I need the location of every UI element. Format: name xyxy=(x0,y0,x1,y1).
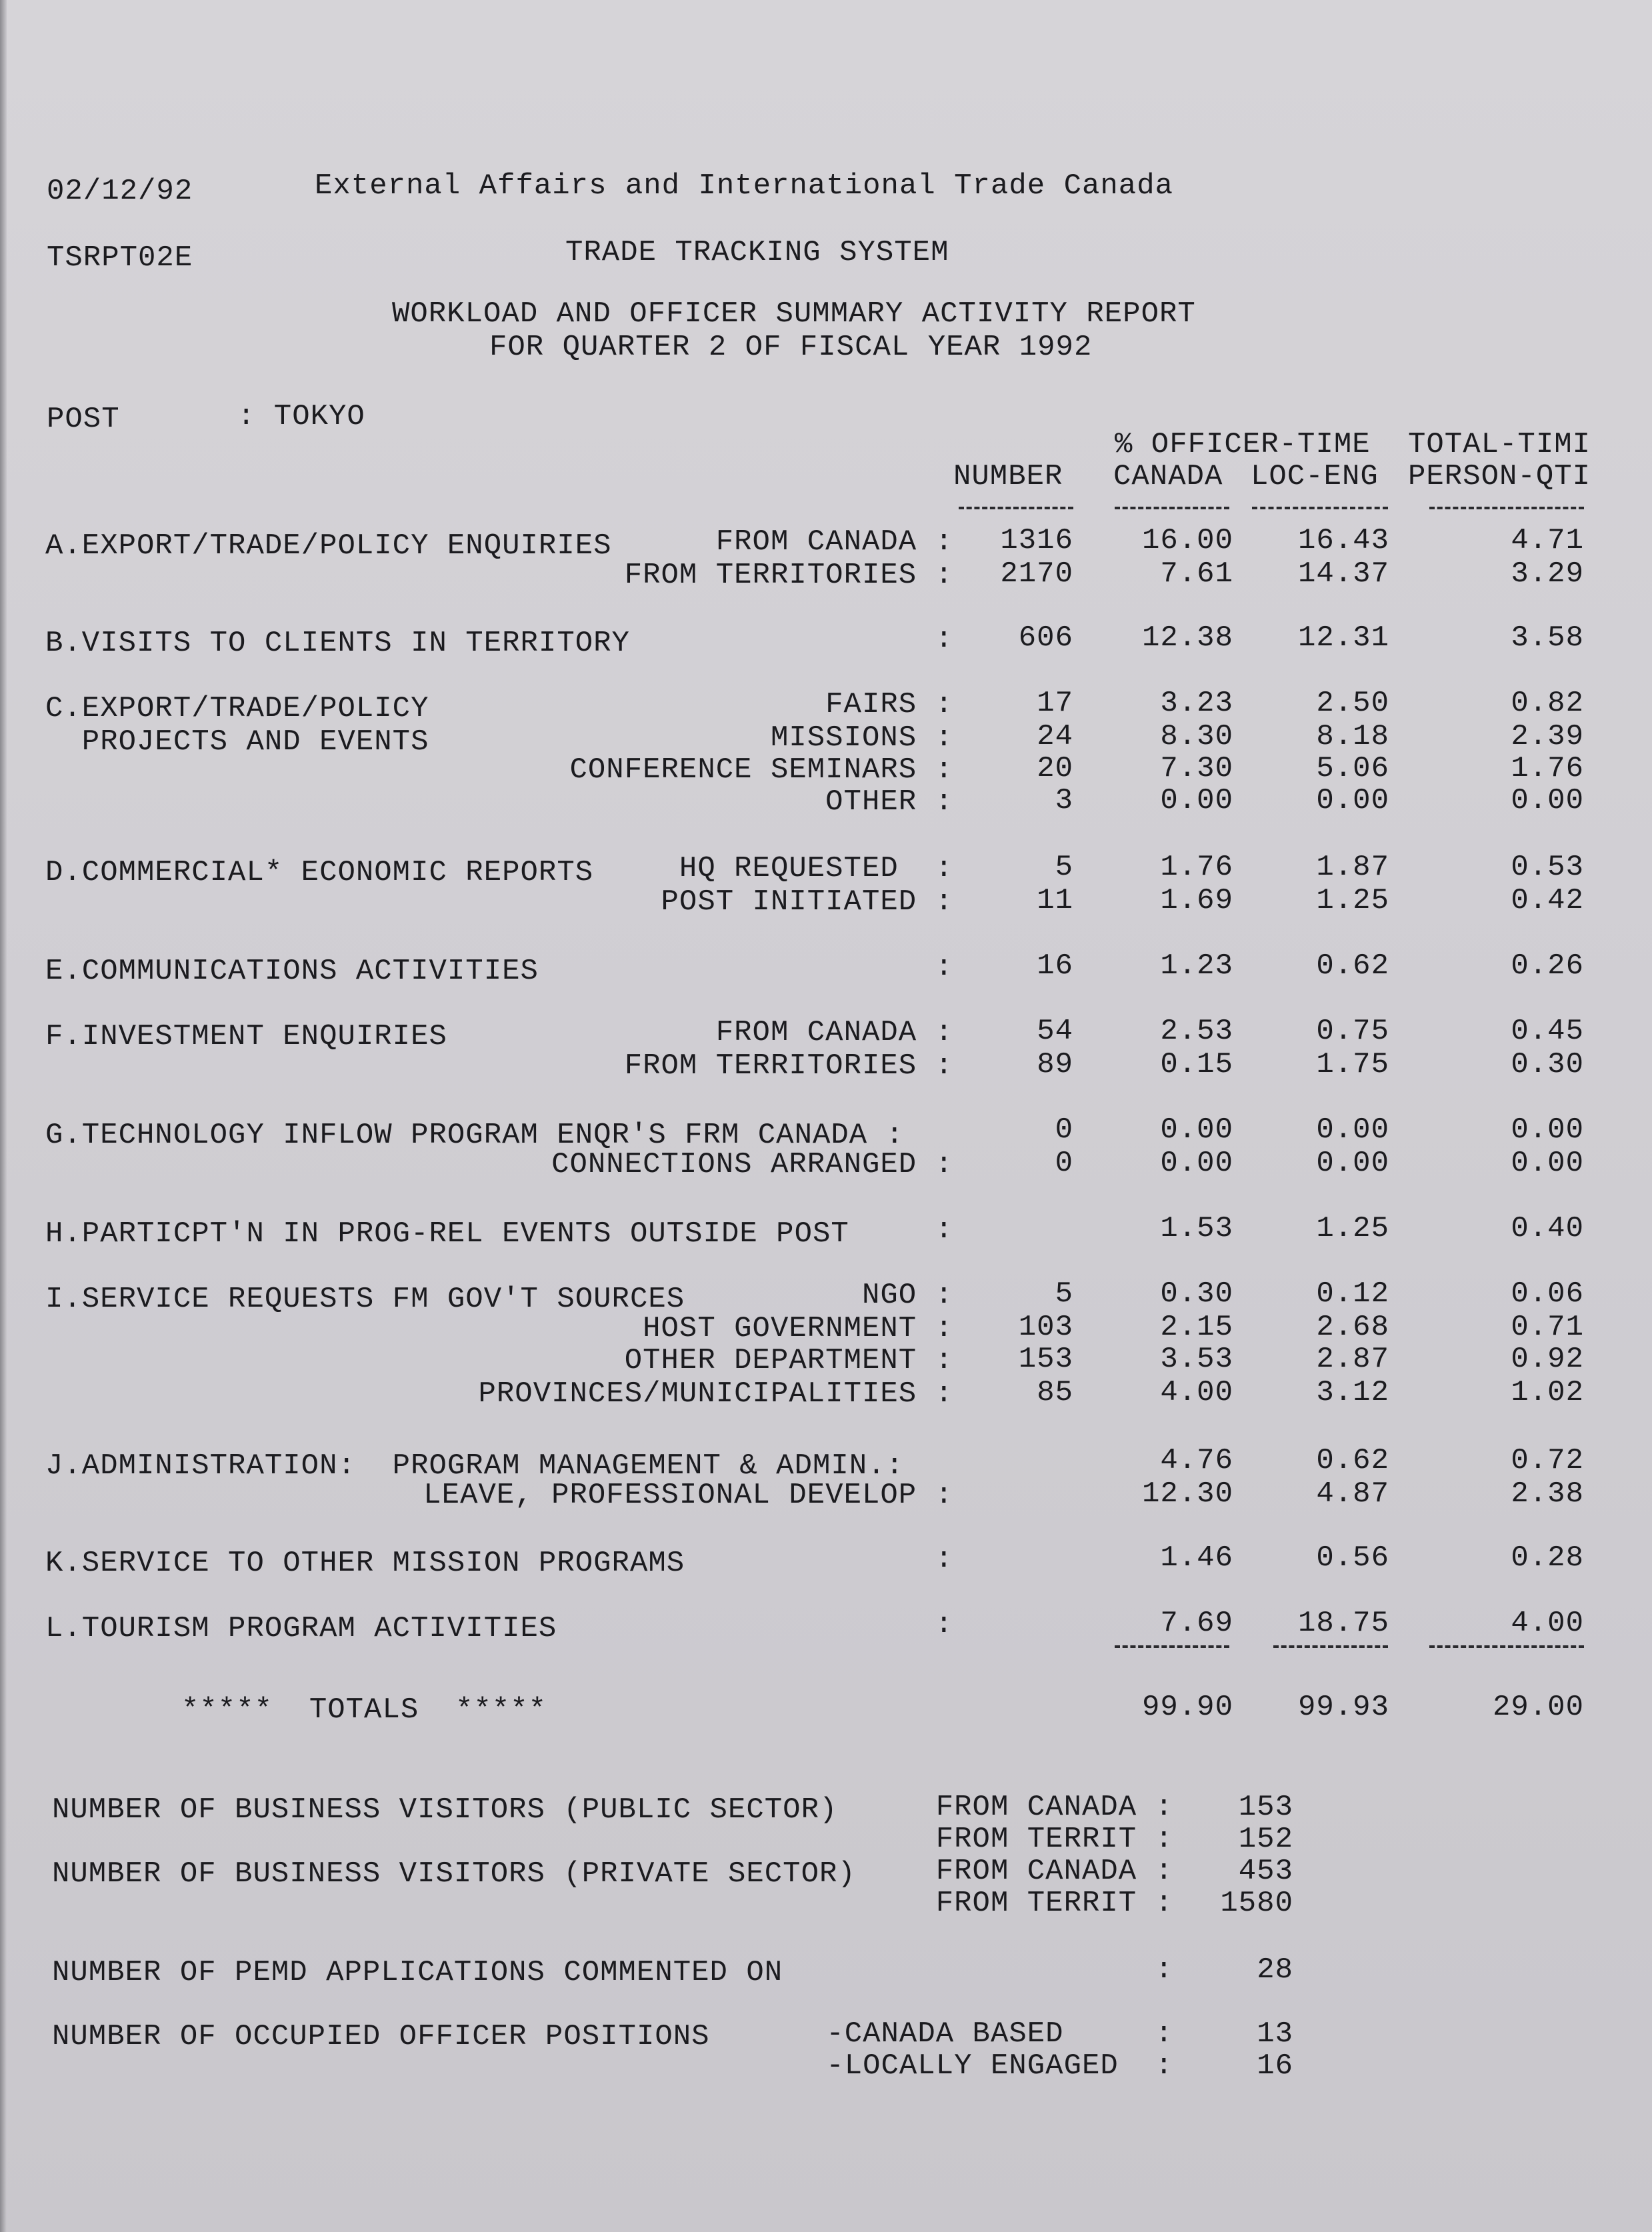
row-sublabel: HQ REQUESTED : xyxy=(679,852,953,885)
row-loc-eng-pct: 0.56 xyxy=(1316,1541,1389,1575)
totals-loc-eng: 99.93 xyxy=(1297,1691,1389,1724)
row-loc-eng-pct: 0.62 xyxy=(1316,1444,1389,1477)
row-sublabel: HOST GOVERNMENT : xyxy=(643,1312,953,1345)
row-person-qtr: 0.45 xyxy=(1511,1015,1584,1048)
row-number: 16 xyxy=(1037,949,1073,983)
row-sublabel: FROM TERRITORIES : xyxy=(624,1049,953,1083)
row-loc-eng-pct: 5.06 xyxy=(1316,752,1389,785)
row-number: 0 xyxy=(1055,1113,1073,1147)
row-number: 89 xyxy=(1037,1048,1073,1081)
row-number: 20 xyxy=(1037,752,1073,785)
row-loc-eng-pct: 1.75 xyxy=(1316,1048,1389,1081)
row-canada-pct: 0.00 xyxy=(1160,784,1233,817)
report-title: WORKLOAD AND OFFICER SUMMARY ACTIVITY REPORT xyxy=(392,297,1196,331)
row-number: 24 xyxy=(1037,720,1073,753)
row-sublabel: LEAVE, PROFESSIONAL DEVELOP : xyxy=(423,1479,953,1512)
footer-value: 28 xyxy=(1257,1953,1293,1987)
loc-eng-header: LOC-ENG xyxy=(1251,460,1379,493)
row-loc-eng-pct: 1.25 xyxy=(1316,884,1389,917)
row-sublabel: : xyxy=(935,951,953,984)
row-number: 153 xyxy=(1018,1343,1073,1376)
row-sublabel: CONFERENCE SEMINARS : xyxy=(569,753,953,787)
number-divider xyxy=(959,507,1073,509)
row-person-qtr: 2.39 xyxy=(1511,720,1584,753)
row-loc-eng-pct: 14.37 xyxy=(1297,557,1389,591)
row-sublabel: CONNECTIONS ARRANGED : xyxy=(551,1148,953,1181)
loc-eng-total-divider xyxy=(1273,1645,1388,1648)
row-sublabel: PROVINCES/MUNICIPALITIES : xyxy=(478,1377,953,1411)
person-total-divider xyxy=(1429,1645,1584,1648)
row-canada-pct: 0.00 xyxy=(1160,1147,1233,1180)
row-person-qtr: 4.71 xyxy=(1511,524,1584,557)
row-number: 2170 xyxy=(1000,557,1073,591)
row-canada-pct: 12.30 xyxy=(1141,1477,1233,1511)
footer-sublabel: FROM TERRIT : xyxy=(935,1823,1173,1856)
row-label: H.PARTICPT'N IN PROG-REL EVENTS OUTSIDE POST xyxy=(45,1217,849,1251)
row-loc-eng-pct: 2.50 xyxy=(1316,687,1389,720)
footer-sublabel: FROM CANADA : xyxy=(935,1855,1173,1888)
row-sublabel: : xyxy=(935,1543,953,1576)
row-label: C.EXPORT/TRADE/POLICY xyxy=(45,692,429,725)
row-loc-eng-pct: 0.75 xyxy=(1316,1015,1389,1048)
row-loc-eng-pct: 1.25 xyxy=(1316,1212,1389,1245)
person-qtr-header: PERSON-QTI xyxy=(1408,460,1591,493)
row-label: F.INVESTMENT ENQUIRIES xyxy=(45,1020,447,1053)
row-loc-eng-pct: 0.00 xyxy=(1316,1113,1389,1147)
post-value: : TOKYO xyxy=(237,400,365,433)
row-loc-eng-pct: 1.87 xyxy=(1316,851,1389,884)
row-label: J.ADMINISTRATION: PROGRAM MANAGEMENT & ADMIN.: xyxy=(45,1449,905,1483)
report-id: TSRPT02E xyxy=(47,241,193,275)
row-loc-eng-pct: 16.43 xyxy=(1297,524,1389,557)
row-number: 103 xyxy=(1018,1311,1073,1344)
row-sublabel: FROM CANADA : xyxy=(715,1016,953,1049)
row-canada-pct: 0.15 xyxy=(1160,1048,1233,1081)
row-person-qtr: 0.00 xyxy=(1511,1113,1584,1147)
totals-person: 29.00 xyxy=(1492,1691,1584,1724)
row-label: B.VISITS TO CLIENTS IN TERRITORY xyxy=(45,627,630,660)
row-person-qtr: 0.28 xyxy=(1511,1541,1584,1575)
row-canada-pct: 0.30 xyxy=(1160,1277,1233,1311)
row-number: 3 xyxy=(1055,784,1073,817)
row-sublabel: FAIRS : xyxy=(825,688,953,721)
row-number: 11 xyxy=(1037,884,1073,917)
footer-sublabel: FROM TERRIT : xyxy=(935,1887,1173,1920)
row-person-qtr: 4.00 xyxy=(1511,1607,1584,1640)
row-loc-eng-pct: 2.87 xyxy=(1316,1343,1389,1376)
row-loc-eng-pct: 3.12 xyxy=(1316,1376,1389,1409)
row-label: A.EXPORT/TRADE/POLICY ENQUIRIES xyxy=(45,529,612,563)
row-loc-eng-pct: 12.31 xyxy=(1297,621,1389,655)
total-time-header: TOTAL-TIMI xyxy=(1408,428,1591,461)
row-number: 5 xyxy=(1055,851,1073,884)
row-person-qtr: 0.82 xyxy=(1511,687,1584,720)
number-header: NUMBER xyxy=(953,460,1063,493)
row-number: 1316 xyxy=(1000,524,1073,557)
canada-divider xyxy=(1115,507,1229,509)
footer-sublabel: -LOCALLY ENGAGED : xyxy=(826,2049,1173,2083)
footer-value: 152 xyxy=(1238,1823,1293,1856)
row-canada-pct: 3.53 xyxy=(1160,1343,1233,1376)
row-canada-pct: 7.30 xyxy=(1160,752,1233,785)
row-label: D.COMMERCIAL* ECONOMIC REPORTS xyxy=(45,856,594,889)
row-label: PROJECTS AND EVENTS xyxy=(45,725,429,759)
row-canada-pct: 7.69 xyxy=(1160,1607,1233,1640)
row-sublabel: POST INITIATED : xyxy=(661,885,953,919)
row-person-qtr: 0.06 xyxy=(1511,1277,1584,1311)
row-loc-eng-pct: 4.87 xyxy=(1316,1477,1389,1511)
row-number: 606 xyxy=(1018,621,1073,655)
row-canada-pct: 1.46 xyxy=(1160,1541,1233,1575)
row-number: 0 xyxy=(1055,1147,1073,1180)
row-person-qtr: 3.29 xyxy=(1511,557,1584,591)
footer-value: 16 xyxy=(1257,2049,1293,2083)
row-person-qtr: 3.58 xyxy=(1511,621,1584,655)
row-person-qtr: 0.71 xyxy=(1511,1311,1584,1344)
footer-value: 453 xyxy=(1238,1855,1293,1888)
system-name: TRADE TRACKING SYSTEM xyxy=(565,236,949,269)
row-person-qtr: 0.53 xyxy=(1511,851,1584,884)
row-canada-pct: 0.00 xyxy=(1160,1113,1233,1147)
row-sublabel: : xyxy=(935,1213,953,1247)
row-sublabel: FROM TERRITORIES : xyxy=(624,559,953,592)
row-person-qtr: 0.92 xyxy=(1511,1343,1584,1376)
footer-label: NUMBER OF BUSINESS VISITORS (PUBLIC SECTOR) xyxy=(52,1793,838,1827)
row-canada-pct: 3.23 xyxy=(1160,687,1233,720)
row-loc-eng-pct: 0.00 xyxy=(1316,784,1389,817)
row-canada-pct: 7.61 xyxy=(1160,557,1233,591)
row-canada-pct: 4.00 xyxy=(1160,1376,1233,1409)
totals-label: ***** TOTALS ***** xyxy=(181,1693,547,1727)
row-sublabel: : xyxy=(935,1608,953,1641)
row-number: 5 xyxy=(1055,1277,1073,1311)
row-label: L.TOURISM PROGRAM ACTIVITIES xyxy=(45,1612,557,1645)
row-label: E.COMMUNICATIONS ACTIVITIES xyxy=(45,955,539,988)
canada-total-divider xyxy=(1115,1645,1229,1648)
row-person-qtr: 0.30 xyxy=(1511,1048,1584,1081)
row-number: 17 xyxy=(1037,687,1073,720)
row-loc-eng-pct: 18.75 xyxy=(1297,1607,1389,1640)
row-number: 54 xyxy=(1037,1015,1073,1048)
row-sublabel: NGO : xyxy=(861,1279,953,1312)
footer-label: NUMBER OF OCCUPIED OFFICER POSITIONS xyxy=(52,2020,710,2053)
row-sublabel: OTHER DEPARTMENT : xyxy=(624,1344,953,1377)
footer-sublabel: -CANADA BASED : xyxy=(826,2017,1173,2051)
row-canada-pct: 2.53 xyxy=(1160,1015,1233,1048)
row-person-qtr: 0.40 xyxy=(1511,1212,1584,1245)
row-sublabel: FROM CANADA : xyxy=(715,525,953,559)
row-person-qtr: 2.38 xyxy=(1511,1477,1584,1511)
row-loc-eng-pct: 0.00 xyxy=(1316,1147,1389,1180)
row-person-qtr: 0.00 xyxy=(1511,784,1584,817)
row-person-qtr: 0.00 xyxy=(1511,1147,1584,1180)
footer-sublabel: : xyxy=(1155,1953,1173,1987)
officer-time-header: % OFFICER-TIME xyxy=(1115,428,1371,461)
row-label: I.SERVICE REQUESTS FM GOV'T SOURCES xyxy=(45,1283,685,1316)
row-canada-pct: 1.69 xyxy=(1160,884,1233,917)
footer-value: 153 xyxy=(1238,1791,1293,1824)
row-sublabel: MISSIONS : xyxy=(770,721,953,755)
row-canada-pct: 1.23 xyxy=(1160,949,1233,983)
report-subtitle: FOR QUARTER 2 OF FISCAL YEAR 1992 xyxy=(489,331,1093,364)
organization-name: External Affairs and International Trade Canada xyxy=(315,169,1174,203)
row-loc-eng-pct: 0.12 xyxy=(1316,1277,1389,1311)
row-label: K.SERVICE TO OTHER MISSION PROGRAMS xyxy=(45,1547,685,1580)
row-canada-pct: 12.38 xyxy=(1141,621,1233,655)
row-person-qtr: 0.72 xyxy=(1511,1444,1584,1477)
row-canada-pct: 2.15 xyxy=(1160,1311,1233,1344)
row-loc-eng-pct: 2.68 xyxy=(1316,1311,1389,1344)
row-loc-eng-pct: 8.18 xyxy=(1316,720,1389,753)
row-person-qtr: 1.76 xyxy=(1511,752,1584,785)
row-number: 85 xyxy=(1037,1376,1073,1409)
row-person-qtr: 1.02 xyxy=(1511,1376,1584,1409)
footer-sublabel: FROM CANADA : xyxy=(935,1791,1173,1824)
footer-value: 1580 xyxy=(1220,1887,1293,1920)
row-loc-eng-pct: 0.62 xyxy=(1316,949,1389,983)
canada-header: CANADA xyxy=(1113,460,1223,493)
footer-label: NUMBER OF BUSINESS VISITORS (PRIVATE SECTOR) xyxy=(52,1857,856,1891)
row-person-qtr: 0.42 xyxy=(1511,884,1584,917)
row-sublabel: : xyxy=(935,623,953,656)
row-sublabel: OTHER : xyxy=(825,785,953,819)
row-canada-pct: 1.53 xyxy=(1160,1212,1233,1245)
report-date: 02/12/92 xyxy=(47,175,193,208)
totals-canada: 99.90 xyxy=(1141,1691,1233,1724)
footer-value: 13 xyxy=(1257,2017,1293,2051)
row-person-qtr: 0.26 xyxy=(1511,949,1584,983)
person-divider xyxy=(1429,507,1584,509)
page-edge-shadow xyxy=(0,0,7,2232)
footer-label: NUMBER OF PEMD APPLICATIONS COMMENTED ON xyxy=(52,1956,783,1989)
loc-eng-divider xyxy=(1252,507,1388,509)
row-canada-pct: 16.00 xyxy=(1141,524,1233,557)
row-label: G.TECHNOLOGY INFLOW PROGRAM ENQR'S FRM CANADA : xyxy=(45,1119,905,1152)
row-canada-pct: 1.76 xyxy=(1160,851,1233,884)
row-canada-pct: 8.30 xyxy=(1160,720,1233,753)
post-label: POST xyxy=(47,403,120,436)
row-canada-pct: 4.76 xyxy=(1160,1444,1233,1477)
